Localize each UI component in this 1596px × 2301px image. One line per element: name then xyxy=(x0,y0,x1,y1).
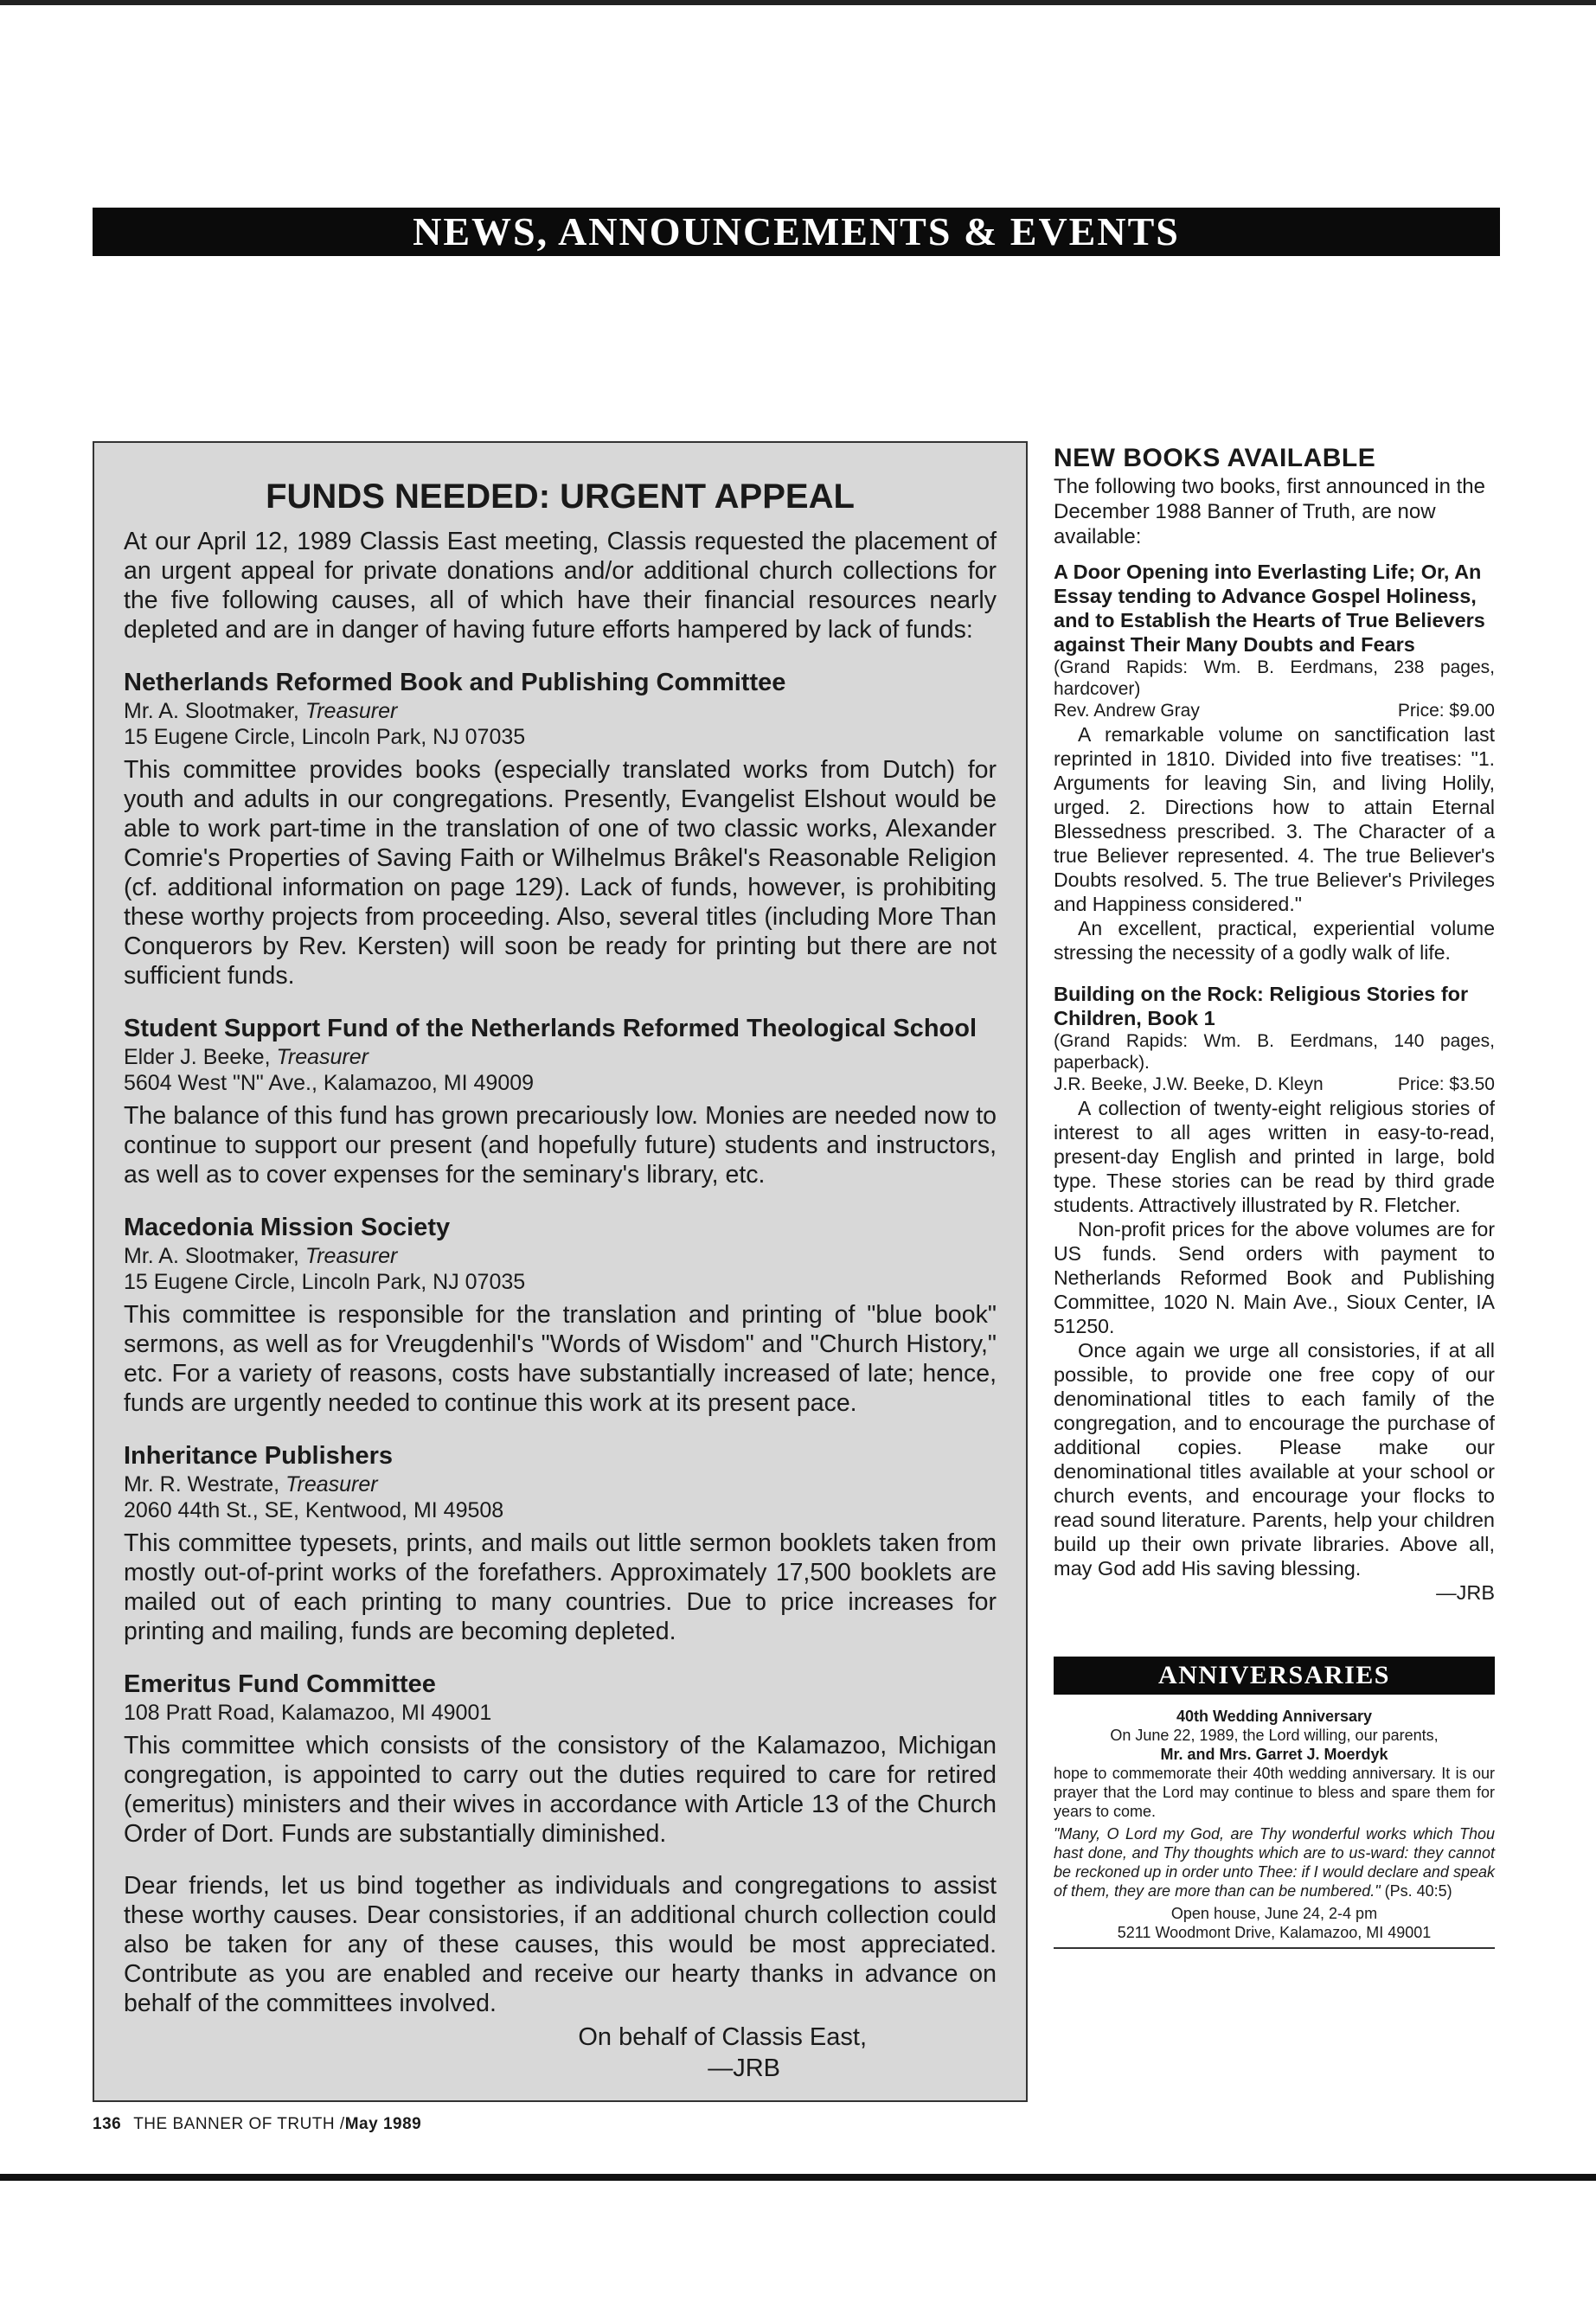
book-publisher: (Grand Rapids: Wm. B. Eerdmans, 140 pages, paperback). xyxy=(1054,1031,1495,1073)
book-author-row xyxy=(1054,1074,1495,1096)
book-author: Rev. Andrew Gray xyxy=(1054,701,1200,721)
book-title: A Door Opening into Everlasting Life; Or, An Essay tending to Advance Gospel Holiness, and to Establish the Hearts of True Believers against Their Many Doubts and Fears xyxy=(1054,561,1485,656)
book-author-row xyxy=(1054,700,1495,722)
section-body: This committee which consists of the consistory of the Kalamazoo, Michigan congregation, is appointed to carry out the duties required to care for retired (emeritus) ministers and their wives in accordance with Article 13 of the Church Order of Dort. Funds are substantially diminished. xyxy=(124,1732,997,1848)
open-house-address: 5211 Woodmont Drive, Kalamazoo, MI 49001 xyxy=(1117,1924,1432,1941)
section-contact xyxy=(124,1471,997,1497)
bottom-rule xyxy=(0,2174,1596,2181)
section-heading: Macedonia Mission Society xyxy=(124,1214,451,1241)
book-description: Non-profit prices for the above volumes are for US funds. Send orders with payment to Netherlands Reformed Book and Publishing Committee, 1020 N. Main Ave., Sioux Center, IA 51250. xyxy=(1054,1218,1495,1337)
anniversary-body: hope to commemorate their 40th wedding anniversary. It is our prayer that the Lord may continue to bless and spare them for years to come. xyxy=(1054,1765,1495,1820)
anniversary-names: Mr. and Mrs. Garret J. Moerdyk xyxy=(1160,1746,1388,1763)
signoff-initials: —JRB xyxy=(708,2054,780,2082)
book-author: J.R. Beeke, J.W. Beeke, D. Kleyn xyxy=(1054,1074,1324,1094)
contact-person: Mr. A. Slootmaker, xyxy=(124,1244,299,1268)
book-price: Price: $9.00 xyxy=(1397,701,1495,721)
anniversary-quote: "Many, O Lord my God, are Thy wonderful works which Thou hast done, and Thy thoughts which are to us-ward: they cannot be reckoned up in order unto Thee: if I would declare and speak of them, they are more than can be numbered." xyxy=(1054,1825,1495,1900)
book-description: A collection of twenty-eight religious stories of interest to all ages written in easy-to-read, present-day English and printed in large, bold type. These stories can be read by third grade students. Attractively illustrated by R. Fletcher. xyxy=(1054,1097,1495,1216)
appeal-section xyxy=(124,1440,997,1646)
section-contact xyxy=(124,698,997,724)
top-rule xyxy=(0,0,1596,5)
section-body: This committee is responsible for the translation and printing of "blue book" sermons, as well as for Vreugdenhil's "Words of Wisdom" and "Church History," etc. For a variety of reasons, costs have substantially increased of late; hence, funds are urgently needed to continue this work at its present pace. xyxy=(124,1301,997,1417)
signoff-line: On behalf of Classis East, xyxy=(578,2023,867,2051)
appeal-section xyxy=(124,1669,997,1849)
section-address: 15 Eugene Circle, Lincoln Park, NJ 07035 xyxy=(124,1270,526,1294)
appeal-section xyxy=(124,1212,997,1418)
page-number: 136 xyxy=(93,2115,122,2133)
section-contact xyxy=(124,1243,997,1269)
contact-role: Treasurer xyxy=(304,699,398,723)
book-publisher: (Grand Rapids: Wm. B. Eerdmans, 238 pages, hardcover) xyxy=(1054,657,1495,699)
section-address: 108 Pratt Road, Kalamazoo, MI 49001 xyxy=(124,1701,492,1725)
section-heading: Student Support Fund of the Netherlands Reformed Theological School xyxy=(124,1015,977,1042)
anniversary-date-line: On June 22, 1989, the Lord willing, our parents, xyxy=(1110,1727,1439,1744)
quote-reference: (Ps. 40:5) xyxy=(1384,1882,1452,1900)
consistory-urge: Once again we urge all consistories, if at all possible, to provide one free copy of our denominational titles to each family of the congregation, and to encourage the purchase of additional copies. Please make our denominational titles available at your school or church events, and encourage your flocks to read sound literature. Parents, help your children build up their own private libraries. Above all, may God add His saving blessing. xyxy=(1054,1339,1495,1580)
appeal-signoff xyxy=(124,2022,997,2084)
appeal-box xyxy=(93,441,1028,2102)
anniversary-title: 40th Wedding Anniversary xyxy=(1176,1708,1373,1725)
section-heading: Inheritance Publishers xyxy=(124,1442,394,1470)
contact-role: Treasurer xyxy=(276,1045,369,1069)
contact-role: Treasurer xyxy=(285,1472,378,1497)
anniversary-notice xyxy=(1054,1707,1495,1949)
book-description: An excellent, practical, experiential volume stressing the necessity of a godly walk of life. xyxy=(1054,917,1495,964)
section-heading: Netherlands Reformed Book and Publishing Committee xyxy=(124,669,786,696)
section-body: This committee provides books (especially translated works from Dutch) for youth and adults in our congregations. Presently, Evangelist Elshout would be able to work part-time in the translation of one of two classic works, Alexander Comrie's Properties of Saving Faith or Wilhelmus Brâkel's Reasonable Religion (cf. additional information on page 129). Lack of funds, however, is prohibiting these worthy projects from proceeding. Also, several titles (including More Than Conquerors by Rev. Kersten) will soon be ready for printing but there are not sufficient funds. xyxy=(124,756,997,990)
section-address: 2060 44th St., SE, Kentwood, MI 49508 xyxy=(124,1498,504,1522)
section-body: This committee typesets, prints, and mails out little sermon booklets taken from mostly out-of-print works of the forefathers. Approximately 17,500 booklets are mailed out of each printing to many countries. Due to price increases for printing and mailing, funds are becoming depleted. xyxy=(124,1529,997,1645)
publication-name: THE BANNER OF TRUTH / xyxy=(133,2115,345,2133)
appeal-closing: Dear friends, let us bind together as individuals and congregations to assist these worthy causes. Dear consistories, if an additional church collection could also be taken for any of these causes, this would be most appreciated. Contribute as you are enabled and receive our hearty thanks in advance on behalf of the committees involved. xyxy=(124,1872,997,2017)
appeal-section xyxy=(124,1013,997,1189)
appeal-intro: At our April 12, 1989 Classis East meeting, Classis requested the placement of an urgent appeal for private donations and/or additional church collections for the five following causes, all of which have their financial resources nearly depleted and are in danger of having future efforts hampered by lack of funds: xyxy=(124,528,997,644)
open-house: Open house, June 24, 2-4 pm xyxy=(1170,1905,1378,1922)
appeal-closing-block xyxy=(124,1871,997,2018)
urge-signoff: —JRB xyxy=(1436,1581,1495,1604)
contact-person: Elder J. Beeke, xyxy=(124,1045,271,1069)
book-title: Building on the Rock: Religious Stories for Children, Book 1 xyxy=(1054,983,1469,1029)
section-address: 15 Eugene Circle, Lincoln Park, NJ 07035 xyxy=(124,725,526,749)
contact-person: Mr. R. Westrate, xyxy=(124,1472,280,1497)
section-banner: NEWS, ANNOUNCEMENTS & EVENTS xyxy=(93,208,1500,256)
anniversary-quote-block xyxy=(1054,1824,1495,1900)
right-column xyxy=(1054,443,1495,1949)
section-heading: Emeritus Fund Committee xyxy=(124,1670,436,1698)
book-price: Price: $3.50 xyxy=(1397,1074,1495,1094)
section-contact xyxy=(124,1044,997,1070)
contact-role: Treasurer xyxy=(304,1244,398,1268)
contact-person: Mr. A. Slootmaker, xyxy=(124,699,299,723)
page-footer xyxy=(93,2115,421,2134)
section-address: 5604 West "N" Ave., Kalamazoo, MI 49009 xyxy=(124,1071,535,1095)
book-description: A remarkable volume on sanctification last reprinted in 1810. Divided into five treatises: "1. Arguments for leaving Sin, and living Holily, urged. 2. Directions how to attain Eternal Blessedness prescribed. 3. The Character of a true Believer represented. 4. The true Believer's Doubts resolved. 5. The true Believer's Privileges and Happiness considered." xyxy=(1054,723,1495,915)
issue-month: May 1989 xyxy=(344,2115,422,2133)
appeal-section xyxy=(124,667,997,990)
new-books-heading: NEW BOOKS AVAILABLE xyxy=(1054,444,1376,472)
new-books-intro: The following two books, first announced in the December 1988 Banner of Truth, are now available: xyxy=(1054,475,1485,548)
appeal-title: FUNDS NEEDED: URGENT APPEAL xyxy=(266,478,855,516)
anniversaries-banner: ANNIVERSARIES xyxy=(1054,1657,1495,1695)
section-body: The balance of this fund has grown precariously low. Monies are needed now to continue to support our present (and hopefully future) students and instructors, as well as to cover expenses for the seminary's library, etc. xyxy=(124,1102,997,1189)
